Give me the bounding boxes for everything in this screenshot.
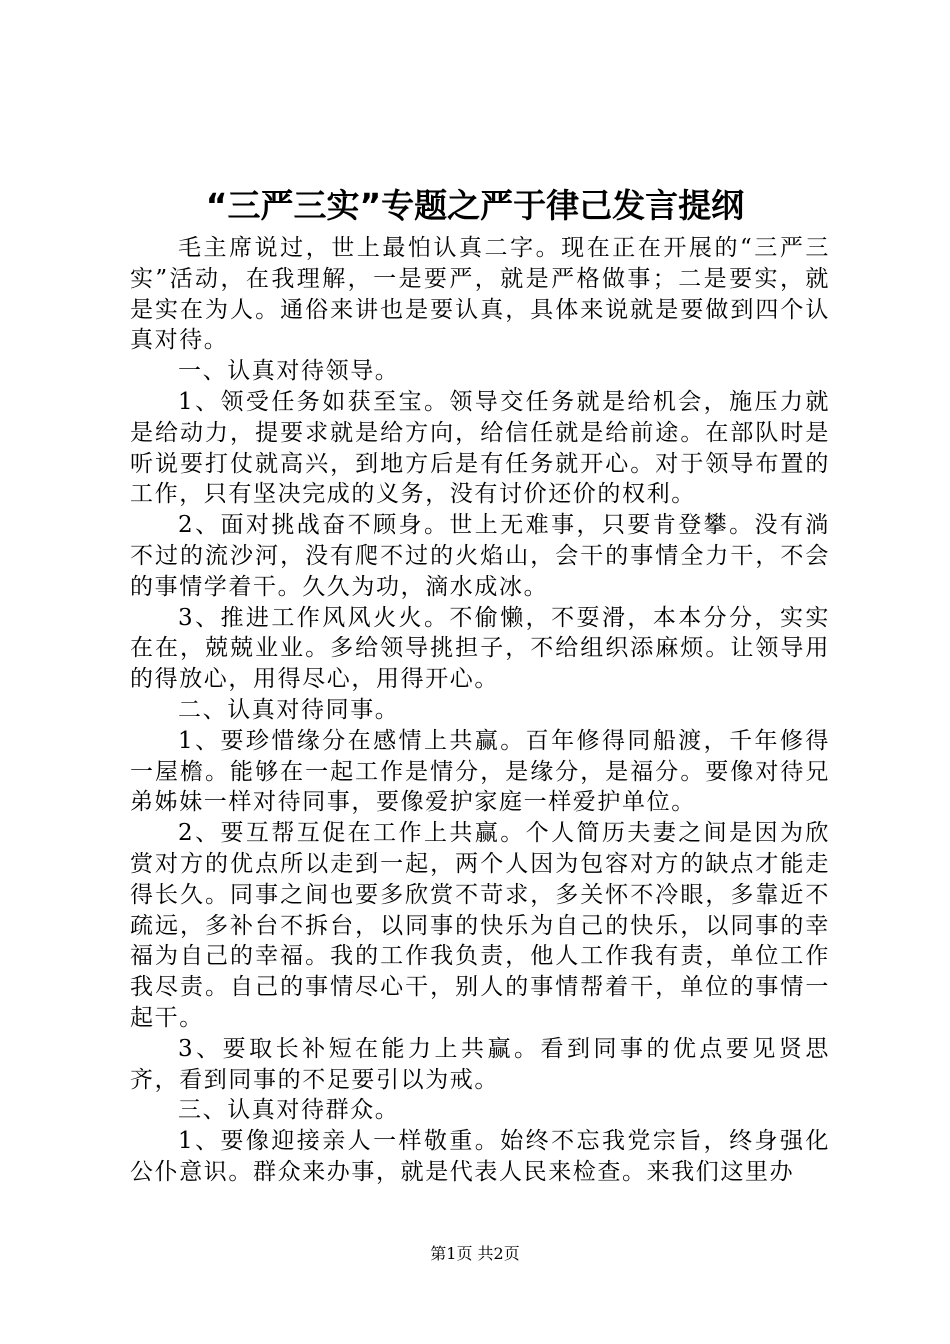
paragraph-masses-1: 1、要像迎接亲人一样敬重。始终不忘我党宗旨，终身强化公仆意识。群众来办事，就是代表人民来检查。来我们这里办 <box>130 1128 830 1185</box>
document-body <box>130 233 830 1188</box>
section-heading-masses: 三、认真对待群众。 <box>178 1097 400 1124</box>
section-heading-leaders: 一、认真对待领导。 <box>178 358 400 385</box>
paragraph-leaders-2: 2、面对挑战奋不顾身。世上无难事，只要肯登攀。没有淌不过的流沙河，没有爬不过的火焰山，会干的事情全力干，不会的事情学着干。久久为功，滴水成冰。 <box>130 512 830 600</box>
document-title: “三严三实”专题之严于律己发言提纲 <box>205 186 745 225</box>
paragraph-leaders-3: 3、推进工作风风火火。不偷懒，不耍滑，本本分分，实实在在，兢兢业业。多给领导挑担子，不给组织添麻烦。让领导用的得放心，用得尽心，用得开心。 <box>130 604 830 693</box>
section-heading-colleagues: 二、认真对待同事。 <box>178 696 400 723</box>
page-footer: 第1页 共2页 <box>430 1244 520 1263</box>
paragraph-colleagues-3: 3、要取长补短在能力上共赢。看到同事的优点要见贤思齐，看到同事的不足要引以为戒。 <box>130 1035 830 1093</box>
paragraph-colleagues-2: 2、要互帮互促在工作上共赢。个人简历夫妻之间是因为欣赏对方的优点所以走到一起，两个人因为包容对方的缺点才能走得长久。同事之间也要多欣赏不苛求，多关怀不冷眼，多靠近不疏远，多补台不拆台，以同事的快乐为自己的快乐，以同事的幸福为自己的幸福。我的工作我负责，他人工作我有责，单位工作我尽责。自己的事情尽心干，别人的事情帮着干，单位的事情一起干。 <box>130 820 830 1031</box>
paragraph-leaders-1: 1、领受任务如获至宝。领导交任务就是给机会，施压力就是给动力，提要求就是给方向，给信任就是给前途。在部队时是听说要打仗就高兴，到地方后是有任务就开心。对于领导布置的工作，只有坚决完成的义务，没有讨价还价的权利。 <box>130 388 830 508</box>
intro-paragraph: 毛主席说过，世上最怕认真二字。现在正在开展的“三严三实”活动，在我理解，一是要严，就是严格做事；二是要实，就是实在为人。通俗来讲也是要认真，具体来说就是要做到四个认真对待。 <box>130 235 830 354</box>
paragraph-colleagues-1: 1、要珍惜缘分在感情上共赢。百年修得同船渡，千年修得一屋檐。能够在一起工作是情分，是缘分，是福分。要像对待兄弟姊妹一样对待同事，要像爱护家庭一样爱护单位。 <box>130 727 830 816</box>
